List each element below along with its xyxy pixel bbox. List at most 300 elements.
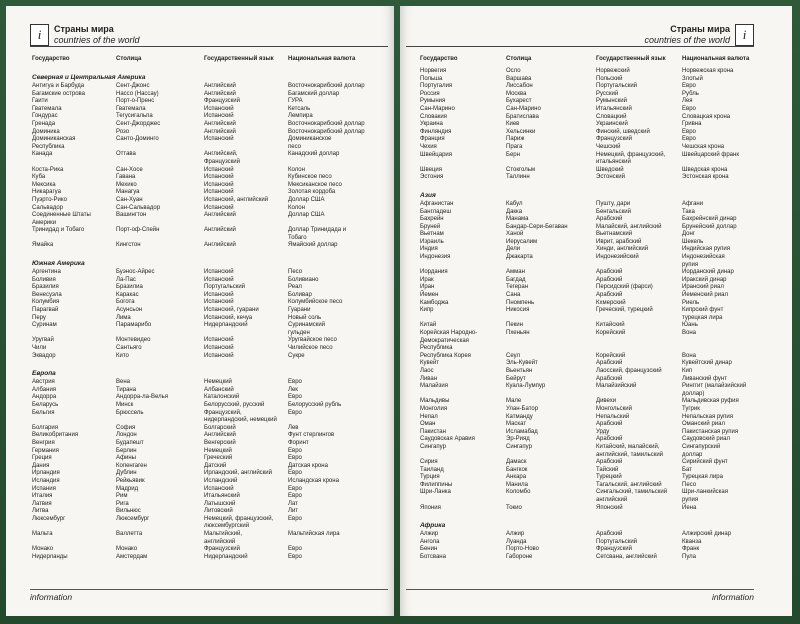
- cell-language: Малайзийский: [596, 383, 637, 390]
- cell-language: Сингальский, тамильский: [596, 489, 668, 496]
- cell-capital: Амстердам: [116, 553, 148, 560]
- cell-capital: Луанда: [506, 538, 527, 545]
- cell-capital: Лима: [116, 314, 131, 321]
- cell-country: Тринидад и Тобаго: [32, 227, 85, 234]
- cell-language: Сетсвана, английский: [596, 554, 657, 561]
- cell-language: Португальский: [204, 284, 246, 291]
- cell-currency: Доллар Тринидада и: [288, 227, 347, 234]
- cell-country: Соединенные Штаты: [32, 212, 91, 219]
- cell-language: нидерландский, немецкий: [204, 417, 277, 424]
- footer-label: information: [30, 592, 73, 602]
- cell-language: Урду: [596, 428, 610, 435]
- cell-language: Арабский: [596, 292, 623, 299]
- cell-country: Монголия: [420, 405, 448, 412]
- cell-country: Сирия: [420, 459, 438, 466]
- cell-capital: Буэнос-Айрес: [116, 269, 155, 276]
- cell-capital: Багдад: [506, 276, 526, 283]
- page-subtitle: countries of the world: [54, 35, 140, 45]
- table-row: [32, 197, 388, 205]
- cell-country: Дания: [32, 462, 50, 469]
- cell-country: Швейцария: [420, 151, 453, 158]
- cell-country: Франция: [420, 136, 445, 143]
- cell-language: Венгерский: [204, 439, 236, 446]
- cell-country: Таиланд: [420, 466, 444, 473]
- cell-language: Каталонский: [204, 394, 240, 401]
- cell-capital: Афины: [116, 455, 136, 462]
- cell-currency: Пула: [682, 554, 697, 561]
- table-row: [32, 402, 388, 410]
- cell-capital: Розо: [116, 128, 130, 135]
- cell-country: Польша: [420, 75, 443, 82]
- cell-language: Испанский: [204, 276, 234, 283]
- cell-language: Итальянский: [596, 105, 632, 112]
- table-row: [420, 174, 784, 182]
- cell-country: Мальта: [32, 531, 53, 538]
- table-row: [32, 151, 388, 159]
- cell-currency: Колумбийское песо: [288, 299, 343, 306]
- cell-capital: Люксембург: [116, 515, 150, 522]
- cell-language: Норвежский: [596, 68, 630, 74]
- cell-language: Греческий, турецкий: [596, 307, 653, 314]
- cell-language: Английский: [204, 128, 236, 135]
- cell-country: Кипр: [420, 307, 434, 314]
- table-row: [32, 322, 388, 330]
- cell-language: Испанский: [204, 181, 234, 188]
- cell-language: Арабский: [596, 421, 623, 428]
- cell-capital: Манама: [506, 216, 529, 223]
- cell-language: Чешский: [596, 143, 621, 150]
- cell-language: Албанский: [204, 386, 234, 393]
- cell-language: Испанский: [204, 352, 234, 359]
- table-row: [420, 121, 784, 129]
- cell-currency: Сукре: [288, 352, 305, 359]
- cell-capital: Вена: [116, 379, 130, 386]
- cell-language: Нидерландский: [204, 553, 248, 560]
- cell-country: Люксембург: [32, 515, 66, 522]
- col-header-country: Государство: [420, 56, 458, 62]
- cell-currency: Канадский доллар: [288, 151, 340, 158]
- cell-language: Турецкий: [596, 474, 622, 481]
- cell-language: Японский: [596, 504, 623, 511]
- table-row: [32, 455, 388, 463]
- cell-currency: Гуарани: [288, 307, 311, 314]
- cell-country: Иран: [420, 284, 435, 291]
- table-row: [420, 383, 784, 391]
- table-row: [32, 136, 388, 144]
- cell-currency: Чилийское песо: [288, 345, 333, 351]
- cell-capital: Ханой: [506, 231, 524, 238]
- info-icon: i: [30, 24, 49, 46]
- cell-capital: Сана: [506, 292, 521, 299]
- cell-language: Французский: [204, 546, 240, 553]
- cell-language: Литовский: [204, 508, 233, 515]
- cell-language: Английский: [204, 227, 236, 234]
- cell-language: Французский: [204, 158, 240, 165]
- info-icon: i: [735, 24, 754, 46]
- cell-language: Арабский: [596, 531, 623, 538]
- cell-language: Испанский: [204, 269, 234, 276]
- cell-capital: Сантьяго: [116, 345, 142, 351]
- cell-language: Бенгальский: [596, 208, 631, 215]
- cell-language: Китайский: [596, 322, 625, 329]
- cell-capital: Токио: [506, 504, 522, 511]
- cell-currency: Шри-ланкийская: [682, 489, 729, 496]
- cell-country: Антигуа и Барбуда: [32, 83, 85, 89]
- cell-country: Бенин: [420, 546, 438, 553]
- cell-capital: Лондон: [116, 432, 137, 439]
- cell-currency: Форинт: [288, 439, 309, 446]
- cell-capital: Пекин: [506, 322, 523, 329]
- cell-capital: Париж: [506, 136, 525, 143]
- cell-currency: Восточнокарибский доллар: [288, 120, 365, 127]
- cell-capital: Берлин: [116, 447, 137, 454]
- cell-currency: Ринггит (малайзийский: [682, 383, 747, 390]
- cell-country: Сингапур: [420, 443, 446, 450]
- cell-language: Немецкий, французский,: [204, 515, 274, 522]
- cell-currency: Злотый: [682, 75, 703, 82]
- cell-capital: Вашингтон: [116, 212, 147, 219]
- table-row: [420, 216, 784, 224]
- section-gap: [32, 360, 388, 364]
- cell-currency: Бахрейнский динар: [682, 216, 737, 223]
- cell-currency: Пакистанская рупия: [682, 428, 739, 435]
- cell-capital: Катманду: [506, 413, 533, 420]
- table-row: [32, 242, 388, 250]
- cell-capital: Санто-Доминго: [116, 136, 159, 143]
- cell-language: Монгольский: [596, 405, 632, 412]
- cell-currency: Рубль: [682, 90, 699, 97]
- cell-country: Йемен: [420, 292, 439, 299]
- cell-capital: Тегусигальпа: [116, 113, 153, 120]
- cell-country: Эквадор: [32, 352, 56, 359]
- cell-capital: Улан-Батор: [506, 405, 539, 412]
- cell-capital: Порт-оф-Спейн: [116, 227, 160, 234]
- cell-country: Мальдивы: [420, 398, 450, 405]
- cell-capital: Сингапур: [506, 443, 532, 450]
- cell-language: Испанский: [204, 189, 234, 196]
- cell-currency: Мальтийская лира: [288, 531, 340, 538]
- cell-capital: Богота: [116, 299, 135, 306]
- cell-currency: Лемпира: [288, 113, 313, 120]
- cell-currency: Колон: [288, 204, 305, 211]
- cell-language: Финский, шведский: [596, 128, 650, 135]
- cell-language: Испанский: [204, 105, 234, 112]
- cell-capital: Ла-Пас: [116, 276, 136, 283]
- cell-country: Перу: [32, 314, 46, 321]
- cell-language: Украинский: [596, 121, 628, 128]
- table-row: [420, 269, 784, 277]
- cell-currency: Лит: [288, 508, 299, 515]
- cell-currency: Датская крона: [288, 462, 328, 469]
- table-row: [420, 414, 784, 422]
- table-row: [32, 174, 388, 182]
- cell-country: Афганистан: [420, 200, 454, 207]
- cell-capital: Сан-Марино: [506, 105, 541, 112]
- cell-capital: Минск: [116, 401, 134, 408]
- cell-country: Андорра: [32, 394, 57, 401]
- cell-language: итальянский: [596, 159, 631, 166]
- table-row: [32, 379, 388, 387]
- cell-country: Чили: [32, 345, 47, 351]
- cell-currency: Оманский риал: [682, 421, 725, 428]
- cell-capital: Бейрут: [506, 375, 526, 382]
- cell-currency: Норвежская крона: [682, 68, 734, 74]
- cell-country: Австрия: [32, 379, 55, 386]
- cell-country: Ботсвана: [420, 554, 446, 561]
- cell-language: Индонезийский: [596, 254, 639, 261]
- table-row: [420, 452, 784, 460]
- cell-currency: доллар: [682, 451, 703, 458]
- cell-country: Республика Корея: [420, 352, 471, 359]
- section-title: Южная Америка: [32, 260, 85, 268]
- cell-capital: Сан-Хуан: [116, 196, 143, 203]
- cell-language: Шведский: [596, 166, 624, 173]
- cell-language: Мальтийский,: [204, 531, 243, 538]
- cell-currency: Евро: [288, 485, 302, 492]
- cell-currency: Багамский доллар: [288, 90, 340, 97]
- cell-country: Сальвадор: [32, 204, 63, 211]
- cell-language: Лаосский, французский: [596, 367, 662, 374]
- cell-currency: турецкая лира: [682, 314, 723, 321]
- table-row: [420, 497, 784, 505]
- cell-country: Индия: [420, 246, 438, 253]
- cell-capital: Хельсинки: [506, 128, 536, 135]
- table-row: [420, 436, 784, 444]
- cell-country: Германия: [32, 447, 59, 454]
- cell-language: английский: [204, 538, 236, 545]
- table-row: [32, 478, 388, 486]
- table-row: [32, 508, 388, 516]
- table-row: [420, 360, 784, 368]
- cell-country: Беларусь: [32, 401, 59, 408]
- cell-capital: Варшава: [506, 75, 532, 82]
- cell-capital: Куала-Лумпур: [506, 383, 546, 390]
- table-row: [420, 68, 784, 76]
- cell-language: люксембургский: [204, 523, 250, 530]
- table-row: [32, 121, 388, 129]
- table-row: [420, 322, 784, 330]
- cell-capital: Кингстон: [116, 242, 141, 249]
- cell-capital: Пномпень: [506, 299, 535, 306]
- cell-capital: Сент-Джорджес: [116, 120, 161, 127]
- cell-language: Тагальский, английский: [596, 481, 662, 488]
- table-row: [420, 398, 784, 406]
- left-page: [6, 6, 394, 616]
- cell-country: Ирландия: [32, 470, 60, 477]
- cell-currency: Евро: [288, 553, 302, 560]
- cell-language: Персидский (фарси): [596, 284, 653, 291]
- cell-currency: Риель: [682, 299, 700, 306]
- cell-capital: Таллинн: [506, 174, 530, 181]
- cell-currency: Сингапурский: [682, 443, 721, 450]
- cell-country: Ирак: [420, 276, 434, 283]
- cell-country: Италия: [32, 493, 53, 500]
- cell-capital: Эль-Кувейт: [506, 360, 538, 367]
- cell-language: английский: [596, 497, 628, 504]
- cell-country: Гондурас: [32, 113, 58, 120]
- cell-language: Французский: [596, 546, 632, 553]
- cell-language: Итальянский: [204, 493, 240, 500]
- cell-language: Испанский: [204, 291, 234, 298]
- cell-language: Арабский: [596, 276, 623, 283]
- cell-country: Пуэрто-Рико: [32, 196, 67, 203]
- cell-currency: Франк: [682, 546, 700, 553]
- cell-capital: Мале: [506, 398, 522, 405]
- cell-currency: Иорданский динар: [682, 269, 734, 276]
- cell-country: Демократическая: [420, 337, 469, 344]
- cell-currency: Боливиано: [288, 276, 319, 283]
- cell-capital: Бразилиа: [116, 284, 143, 291]
- cell-capital: Манагуа: [116, 189, 140, 196]
- table-row: [420, 152, 784, 160]
- cell-capital: Монако: [116, 546, 138, 553]
- cell-country: Сан-Марино: [420, 105, 455, 112]
- cell-language: Арабский: [596, 269, 623, 276]
- cell-currency: Лат: [288, 500, 298, 507]
- cell-capital: Иерусалим: [506, 238, 538, 245]
- cell-capital: Анкара: [506, 474, 527, 481]
- cell-capital: Коломбо: [506, 489, 531, 496]
- cell-currency: Кипрский фунт: [682, 307, 724, 314]
- table-row: [32, 531, 388, 539]
- cell-country: Швеция: [420, 166, 442, 173]
- cell-language: Хинди, английский: [596, 246, 649, 253]
- cell-language: Русский: [596, 90, 619, 97]
- table-row: [420, 546, 784, 554]
- cell-language: Словацкий: [596, 113, 627, 120]
- table-row: [420, 284, 784, 292]
- footer-rule: [406, 589, 754, 590]
- cell-capital: Монтевидео: [116, 337, 151, 344]
- cell-country: Камбоджа: [420, 299, 449, 306]
- cell-language: Английский: [204, 90, 236, 97]
- cell-currency: Сирийский фунт: [682, 459, 728, 466]
- cell-country: Бразилия: [32, 284, 59, 291]
- cell-country: Исландия: [32, 477, 60, 484]
- cell-country: Португалия: [420, 83, 453, 90]
- cell-currency: Лев: [288, 424, 299, 431]
- col-header-language: Государственный язык: [204, 56, 274, 62]
- cell-currency: Восточнокарибский доллар: [288, 83, 365, 89]
- cell-currency: Иранский риал: [682, 284, 724, 291]
- cell-currency: Така: [682, 208, 695, 215]
- section-gap: [32, 250, 388, 254]
- cell-currency: Тугрик: [682, 405, 700, 412]
- cell-currency: Евро: [288, 470, 302, 477]
- table-row: [32, 113, 388, 121]
- cell-capital: Мадрид: [116, 485, 139, 492]
- cell-capital: Никосия: [506, 307, 530, 314]
- cell-currency: Индийская рупия: [682, 246, 730, 253]
- cell-currency: Непальская рупия: [682, 413, 734, 420]
- cell-country: Америки: [32, 219, 57, 226]
- table-row: [32, 269, 388, 277]
- table-row: [420, 307, 784, 315]
- cell-country: Оман: [420, 421, 436, 428]
- table-row: [420, 368, 784, 376]
- cell-country: Гватемала: [32, 105, 62, 112]
- cell-currency: Евро: [682, 105, 696, 112]
- cell-country: Финляндия: [420, 128, 452, 135]
- table-row: [420, 292, 784, 300]
- table-row: [32, 205, 388, 213]
- col-header-currency: Национальная валюта: [288, 56, 356, 62]
- cell-capital: Парамарибо: [116, 322, 152, 329]
- right-page: [400, 6, 792, 616]
- cell-country: Иордания: [420, 269, 448, 276]
- cell-currency: Колон: [288, 166, 305, 173]
- section-gap: [420, 562, 784, 566]
- cell-country: Россия: [420, 90, 440, 97]
- cell-currency: Эстонская крона: [682, 174, 729, 181]
- cell-language: Пушту, дари: [596, 200, 631, 207]
- cell-capital: Мехико: [116, 181, 137, 188]
- cell-language: Испанский: [204, 485, 234, 492]
- table-row: [420, 231, 784, 239]
- page-title: Страны мира: [670, 24, 730, 34]
- table-row: [32, 554, 388, 562]
- cell-capital: Бангкок: [506, 466, 528, 473]
- section-title: Европа: [32, 370, 56, 378]
- cell-country: Литва: [32, 508, 49, 515]
- cell-capital: Габороне: [506, 554, 533, 561]
- cell-country: Парагвай: [32, 307, 59, 314]
- cell-country: Украина: [420, 121, 443, 128]
- cell-capital: Оттава: [116, 151, 136, 158]
- cell-language: Вьетнамский: [596, 231, 633, 238]
- cell-language: Английский: [204, 432, 236, 439]
- cell-capital: Нассо (Нассау): [116, 90, 159, 97]
- cell-currency: Исландская крона: [288, 477, 339, 484]
- cell-currency: Песо: [682, 481, 697, 488]
- cell-language: Французский,: [204, 409, 242, 416]
- cell-currency: Лея: [682, 98, 693, 105]
- section-gap: [420, 182, 784, 186]
- table-row: [420, 159, 784, 167]
- cell-currency: Иракский динар: [682, 276, 727, 283]
- cell-language: Испанский, кечуа: [204, 314, 253, 321]
- cell-currency: Ливанский фунт: [682, 375, 727, 382]
- cell-capital: Киев: [506, 121, 520, 128]
- footer-label: information: [711, 592, 754, 602]
- cell-currency: Шведская крона: [682, 166, 728, 173]
- cell-capital: Рейкьявик: [116, 477, 145, 484]
- cell-currency: Суринамский: [288, 322, 326, 329]
- cell-currency: Афгани: [682, 200, 704, 207]
- header-rule: [406, 46, 754, 47]
- cell-country: Уругвай: [32, 337, 54, 344]
- cell-currency: Словацкая крона: [682, 113, 731, 120]
- table-row: [32, 470, 388, 478]
- cell-language: Английский: [204, 120, 236, 127]
- cell-capital: Брюссель: [116, 409, 144, 416]
- cell-country: Алжир: [420, 531, 439, 538]
- cell-country: Индонезия: [420, 254, 451, 261]
- cell-capital: Бухарест: [506, 98, 532, 105]
- table-row: [420, 201, 784, 209]
- table-row: [32, 159, 388, 167]
- cell-country: Канада: [32, 151, 53, 158]
- page-title: Страны мира: [54, 24, 114, 34]
- cell-language: Китайский, малайский,: [596, 443, 660, 450]
- cell-currency: Лек: [288, 386, 298, 393]
- table-row: [32, 167, 388, 175]
- cell-currency: Евро: [288, 447, 302, 454]
- cell-language: Арабский: [596, 375, 623, 382]
- cell-capital: Дели: [506, 246, 521, 253]
- cell-language: Немецкий: [204, 379, 232, 386]
- cell-language: Польский: [596, 75, 623, 82]
